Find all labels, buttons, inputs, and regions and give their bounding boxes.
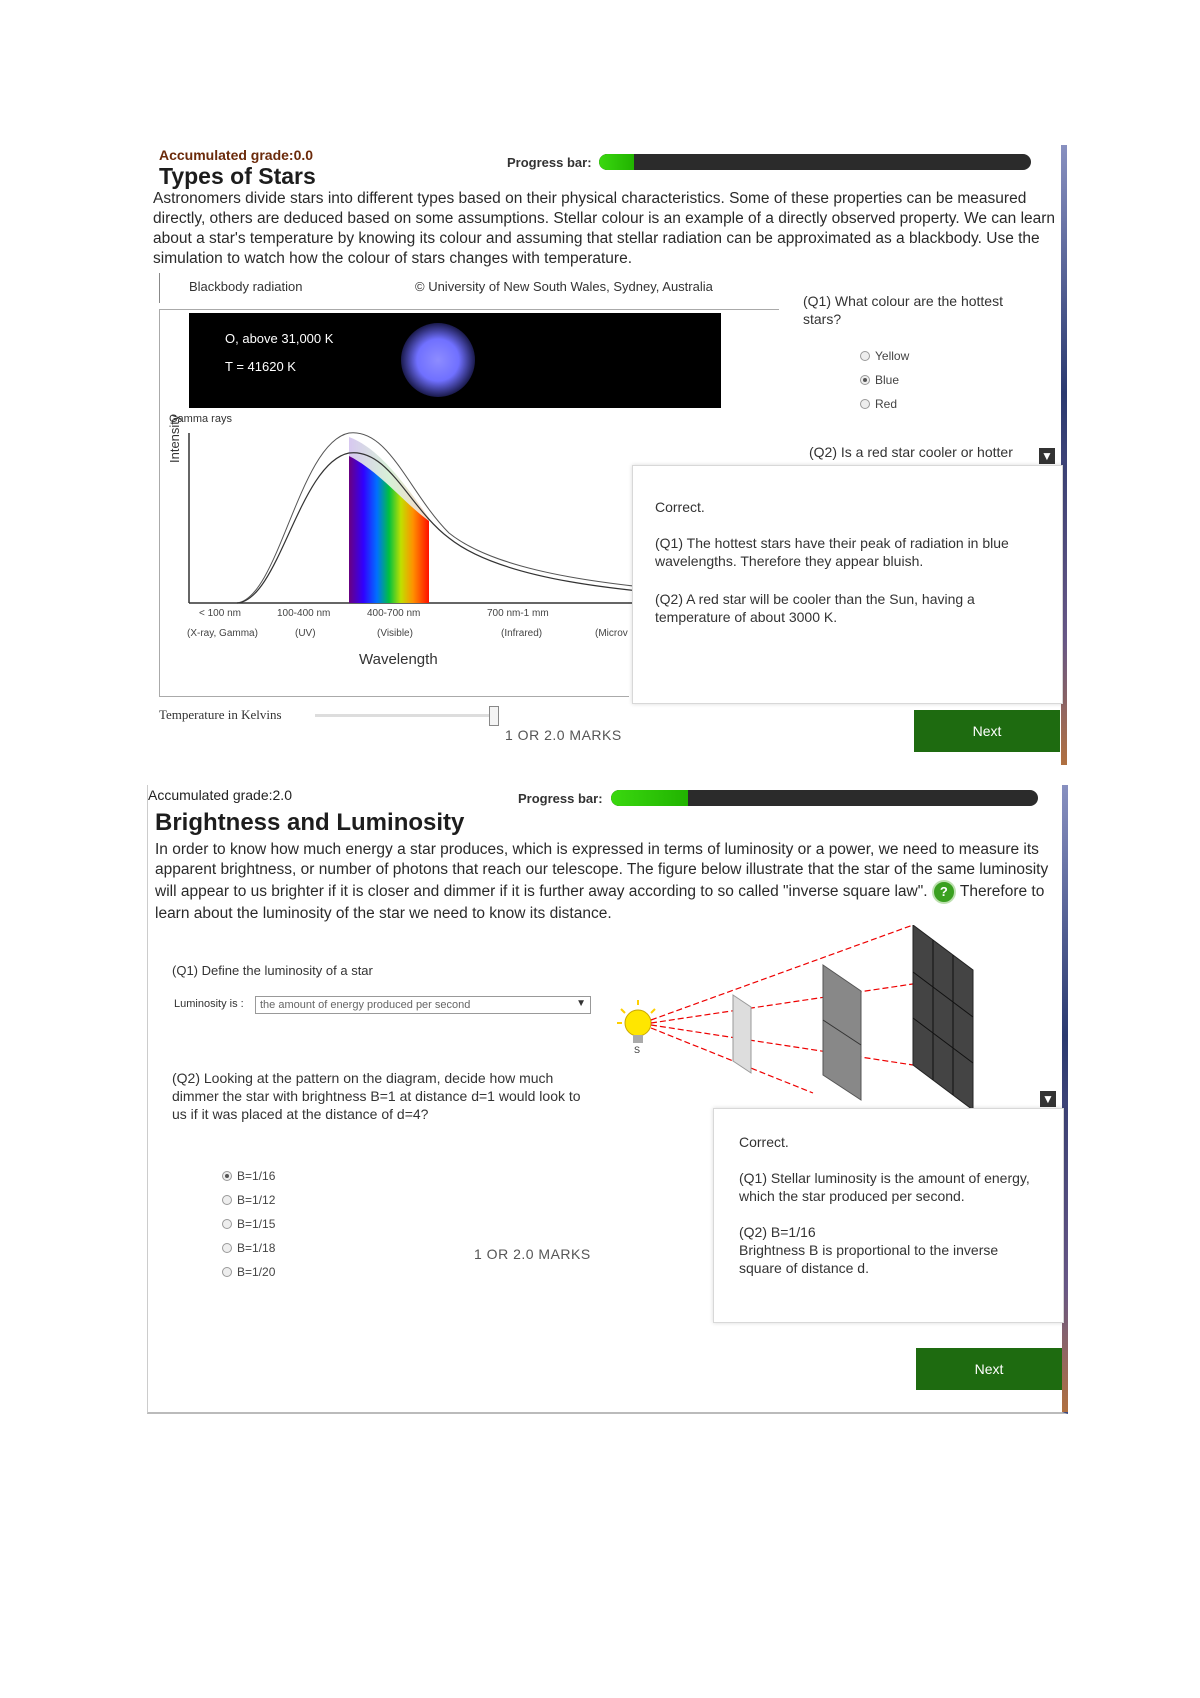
progress-label: Progress bar: [518,791,603,806]
radio-option[interactable] [222,1217,275,1231]
feedback-status: Correct. [655,499,705,515]
page-title: Types of Stars [159,163,316,189]
feedback-box [713,1108,1064,1323]
radio-button[interactable] [222,1219,232,1229]
band-range: 700 nm-1 mm [487,608,549,619]
y-axis-label: Intensity [167,414,182,463]
x-axis-label: Wavelength [359,651,438,668]
feedback-box [632,465,1063,704]
feedback-answer-1: (Q1) Stellar luminosity is the amount of energy, which the star produced per second. [739,1170,1030,1204]
band-range: 400-700 nm [367,608,421,619]
light-bulb-icon [617,1000,655,1043]
temperature-slider-track[interactable] [315,714,499,717]
chevron-down-icon: ▼ [576,998,586,1009]
question-2-partial: (Q2) Is a red star cooler or hotter [809,444,1013,460]
option-label: B=1/12 [237,1193,276,1207]
option-label: B=1/15 [237,1217,276,1231]
simulation-title: Blackbody radiation [189,279,303,294]
marks-label: 1 OR 2.0 MARKS [505,727,622,743]
intro-paragraph [155,840,1055,924]
simulation-copyright: © University of New South Wales, Sydney, Australia [415,279,713,294]
next-button[interactable]: Next [916,1348,1062,1390]
accumulated-grade: Accumulated grade:2.0 [148,787,292,803]
radio-button[interactable] [222,1171,232,1181]
feedback-answer-2: Brightness B is proportional to the inverse square of distance d. [739,1242,999,1276]
band-name: (Infrared) [501,628,543,639]
question-1: (Q1) Define the luminosity of a star [172,963,373,978]
luminosity-select[interactable] [255,996,591,1014]
arrow-down-icon[interactable]: ▼ [1040,1091,1056,1107]
radio-button[interactable] [222,1195,232,1205]
next-button[interactable]: Next [914,710,1060,752]
gamma-rays-label: Gamma rays [169,413,232,425]
radio-button[interactable] [860,399,870,409]
feedback-answer-2-title: (Q2) B=1/16 [739,1224,816,1240]
question-1: (Q1) What colour are the hottest stars? [803,293,1003,327]
star-glow [401,323,475,397]
radio-option-blue[interactable] [860,373,899,387]
temperature-slider-label: Temperature in Kelvins [159,707,282,722]
option-label: B=1/16 [237,1169,276,1183]
intro-paragraph: Astronomers divide stars into different types based on their physical characteristics. Some of these properties can be measured directly, others are deduced based on some assumptions. Stellar colour is an example of a directly observed property. We can learn about a star's temperature by knowing its colour and assuming that stellar radiation can be approximated as a blackbody. Use the simulation to watch how the colour of stars changes with temperature. [153,190,1056,267]
page-title: Brightness and Luminosity [155,809,465,836]
progress-bar-fill [599,154,634,170]
progress-bar [611,790,1038,806]
radio-option[interactable] [222,1193,275,1207]
feedback-status: Correct. [739,1134,789,1150]
option-label: Red [875,397,898,411]
marks-label: 1 OR 2.0 MARKS [474,1246,591,1262]
arrow-down-icon[interactable]: ▼ [1039,448,1055,464]
star-display [189,313,721,408]
progress-label: Progress bar: [507,155,592,170]
radio-button[interactable] [222,1243,232,1253]
option-label: Yellow [875,349,910,363]
radio-option[interactable] [222,1169,275,1183]
option-label: B=1/20 [237,1265,276,1279]
band-range: 100-400 nm [277,608,331,619]
band-name: (UV) [295,628,316,639]
radio-option[interactable] [222,1241,275,1255]
radio-button[interactable] [860,375,870,385]
diagram-label: S [634,1045,641,1055]
star-temperature-label: T = 41620 K [225,359,296,374]
radio-option-yellow[interactable] [860,349,909,363]
intro-text: Therefore to learn about the luminosity of the star we need to know its distance. [155,883,1045,922]
lesson-panel-types-of-stars [147,145,1067,765]
radio-option[interactable] [222,1265,275,1279]
feedback-answer-1: (Q1) The hottest stars have their peak of radiation in blue wavelengths. Therefore they appear bluish. [655,535,1009,569]
select-value: the amount of energy produced per second [260,999,471,1011]
band-name: (Visible) [377,628,413,639]
radio-button[interactable] [222,1267,232,1277]
band-name: (X-ray, Gamma) [187,628,258,639]
help-circle-icon[interactable]: ? [932,880,956,904]
progress-bar [599,154,1031,170]
band-range: < 100 nm [199,608,241,619]
intro-text: In order to know how much energy a star produces, which is expressed in terms of luminosity or a power, we need to measure its apparent brightness, or number of photons that reach our telescope. The figure below illustrate that the star of the same luminosity will appear to us brighter if it is closer and dimmer if it is further away according to so called "inverse square law". [155,841,1049,901]
star-class-label: O, above 31,000 K [225,331,334,346]
feedback-answer-2: (Q2) A red star will be cooler than the Sun, having a temperature of about 3000 K. [655,591,975,625]
temperature-slider-thumb[interactable] [489,706,499,726]
select-label: Luminosity is : [174,998,244,1010]
question-2: (Q2) Looking at the pattern on the diagram, decide how much dimmer the star with brightness B=1 at distance d=1 would look to us if it was placed at the distance of d=4? [172,1070,581,1122]
progress-bar-fill [611,790,688,806]
radio-option-red[interactable] [860,397,897,411]
band-name: (Microv [595,628,628,639]
inverse-square-diagram [613,925,1058,1110]
option-label: Blue [875,373,900,387]
lesson-panel-brightness-luminosity [147,785,1068,1414]
option-label: B=1/18 [237,1241,276,1255]
accumulated-grade: Accumulated grade:0.0 [159,147,314,163]
radio-button[interactable] [860,351,870,361]
